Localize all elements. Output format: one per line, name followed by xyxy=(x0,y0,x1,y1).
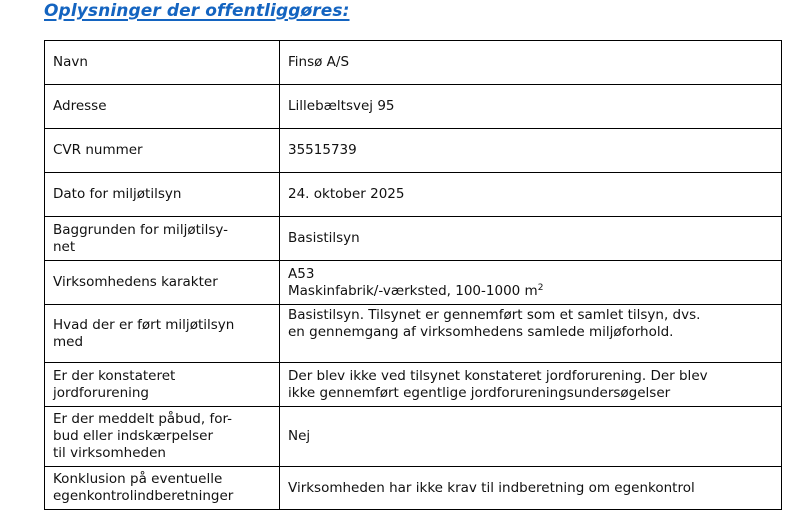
row-value: 35515739 xyxy=(280,129,782,173)
row-label: Baggrunden for miljøtilsy- net xyxy=(45,217,280,261)
row-value: Finsø A/S xyxy=(280,41,782,85)
row-label: Adresse xyxy=(45,85,280,129)
row-label: Dato for miljøtilsyn xyxy=(45,173,280,217)
table-row-inspection-background xyxy=(45,217,782,261)
row-value: Der blev ikke ved tilsynet konstateret jordforurening. Der blev ikke gennemført egentlige jordforureningsundersøgelser xyxy=(280,363,782,407)
row-label: CVR nummer xyxy=(45,129,280,173)
row-value: Basistilsyn xyxy=(280,217,782,261)
table-row-inspection-scope xyxy=(45,305,782,363)
row-label: Konklusion på eventuelle egenkontrolindberetninger xyxy=(45,467,280,510)
row-label: Hvad der er ført miljøtilsyn med xyxy=(45,305,280,363)
table-row-address xyxy=(45,85,782,129)
row-value: A53 Maskinfabrik/-værksted, 100-1000 $m^2$ xyxy=(280,261,782,305)
table-row-soil-contamination xyxy=(45,363,782,407)
table-row-self-monitoring-conclusion xyxy=(45,467,782,510)
table-row-name xyxy=(45,41,782,85)
row-label: Er der meddelt påbud, for- bud eller indskærpelser til virksomheden xyxy=(45,407,280,467)
row-label: Navn xyxy=(45,41,280,85)
row-value: Basistilsyn. Tilsynet er gennemført som et samlet tilsyn, dvs. en gennemgang af virksomhedens samlede miljøforhold. xyxy=(280,305,782,363)
table-row-orders-issued xyxy=(45,407,782,467)
table-row-inspection-date xyxy=(45,173,782,217)
row-label: Virksomhedens karakter xyxy=(45,261,280,305)
public-information-table xyxy=(44,40,782,510)
row-value: Virksomheden har ikke krav til indberetning om egenkontrol xyxy=(280,467,782,510)
section-heading: Oplysninger der offentliggøres: xyxy=(44,1,350,21)
row-value: 24. oktober 2025 xyxy=(280,173,782,217)
row-value: Nej xyxy=(280,407,782,467)
table-row-cvr xyxy=(45,129,782,173)
row-label: Er der konstateret jordforurening xyxy=(45,363,280,407)
table-row-company-character xyxy=(45,261,782,305)
row-value: Lillebæltsvej 95 xyxy=(280,85,782,129)
